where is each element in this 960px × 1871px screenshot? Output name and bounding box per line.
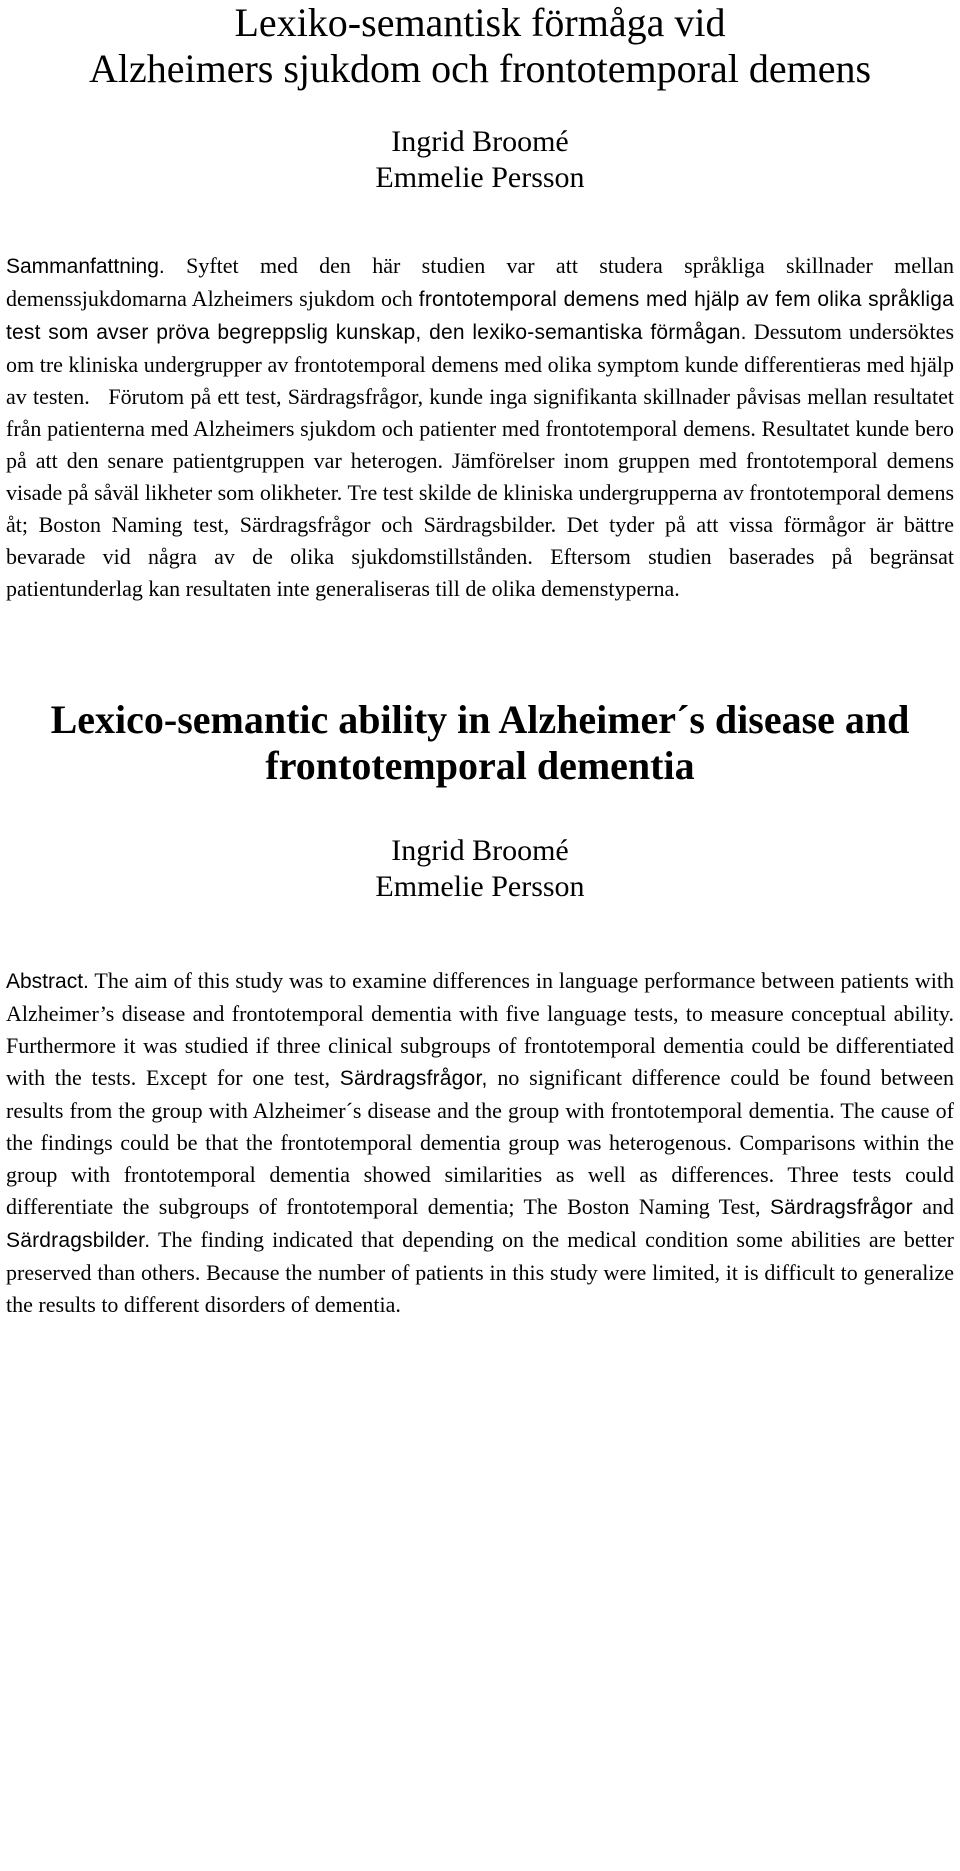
english-title-line1: Lexico-semantic ability in Alzheimer´s disease and [50, 697, 910, 742]
english-abstract [6, 965, 954, 1321]
english-abstract-text: The finding indicated that depending on the medical condition some abilities are better preserved than others. Because the number of patients in this study were limited, it is difficult to generalize the results to different disorders of dementia. [6, 1227, 954, 1317]
swedish-authors [6, 124, 954, 196]
swedish-abstract-text: frontotemporal demens med hjälp av fem olika språkliga test som avser pröva begreppslig kunskap, den lexiko-semantiska förmågan. [6, 288, 954, 344]
author-name: Emmelie Persson [375, 870, 585, 903]
english-authors [6, 833, 954, 905]
english-abstract-text: and [922, 1194, 954, 1219]
english-abstract-label: Abstract. [6, 970, 89, 993]
swedish-abstract-text: Dessutom undersöktes om tre kliniska undergrupper av frontotemporal demens med olika symptom kunde differentieras med hjälp av testen. [6, 319, 955, 409]
test-name: Särdragsbilder. [6, 1229, 151, 1252]
swedish-abstract [6, 250, 954, 605]
author-name: Ingrid Broomé [391, 125, 569, 158]
swedish-title-line2: Alzheimers sjukdom och frontotemporal demens [88, 46, 872, 91]
swedish-title-line1: Lexiko-semantisk förmåga vid [234, 0, 726, 45]
swedish-abstract-text: Syftet med den här studien var att studera språkliga skillnader mellan demenssjukdomarna Alzheimers sjukdom och [6, 253, 954, 311]
english-abstract-text: no significant difference could be found between results from the group with Alzheimer´s disease and the group with frontotemporal dementia. The cause of the findings could be that the frontotemporal dementia group was heterogenous. Comparisons within the group with frontotemporal dementia showed similarities as well as differences. Three tests could differentiate the subgroups of frontotemporal dementia; The Boston Naming Test, [6, 1065, 955, 1219]
swedish-abstract-text: Förutom på ett test, Särdragsfrågor, kunde inga signifikanta skillnader påvisas mellan resultatet från patienterna med Alzheimers sjukdom och patienter med frontotemporal demens. Resultatet kunde bero på att den senare patientgruppen var heterogen. Jämförelser inom gruppen med frontotemporal demens visade på såväl likheter som olikheter. Tre test skilde de kliniska undergrupperna av frontotemporal demens åt; Boston Naming test, Särdragsfrågor och Särdragsbilder. Det tyder på att vissa förmågor är bättre bevarade vid några av de olika sjukdomstillstånden. Eftersom studien baserades på begränsat patientunderlag kan resultaten inte generaliseras till de olika demenstyperna. [6, 384, 954, 601]
author-name: Ingrid Broomé [391, 834, 569, 867]
test-name: Särdragsfrågor, [339, 1067, 488, 1090]
swedish-abstract-label: Sammanfattning. [6, 255, 165, 278]
author-name: Emmelie Persson [375, 161, 585, 194]
english-title [6, 697, 954, 789]
test-name: Särdragsfrågor [769, 1196, 913, 1219]
english-abstract-text: The aim of this study was to examine differences in language performance between patients with Alzheimer’s disease and frontotemporal dementia with five language tests, to measure conceptual ability. Furthermore it was studied if three clinical subgroups of frontotemporal dementia could be differentiated with the tests. Except for one test, [6, 968, 954, 1090]
swedish-title [6, 0, 954, 92]
english-title-line2: frontotemporal dementia [265, 743, 695, 788]
